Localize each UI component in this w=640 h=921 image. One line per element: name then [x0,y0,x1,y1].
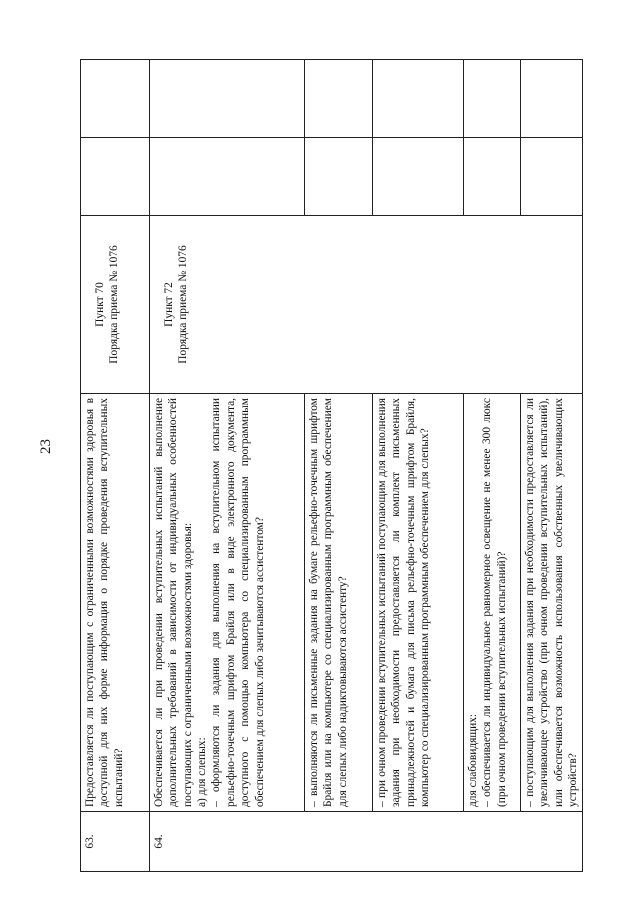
question-text: – выполняются ли письменные задания на бумаге рельефно-точечным шрифтом Брайля или на компьютере со специализированным программным обеспечением для слепых либо надиктовываются ассистенту? [308,398,349,807]
answer-no-cell [521,60,583,138]
answer-no-cell [150,60,305,138]
question-text: для слабовидящих: [467,713,479,807]
question-cell [150,394,305,812]
answer-no-cell [373,60,464,138]
question-text: а) для слепых: [196,737,209,807]
requirements-table [80,59,583,872]
table-row [305,60,373,872]
answer-yes-cell [521,138,583,216]
table-row [373,60,464,872]
answer-no-cell [81,60,150,138]
answer-yes-cell [305,138,373,216]
table-row [81,60,150,872]
answer-no-cell [464,60,521,138]
page-number: 23 [38,439,54,454]
reference-cell [81,216,150,394]
table-row [150,60,305,872]
question-text: Предоставляется ли поступающим с ограниченными возможностями здоровья в доступной для них форме информация о порядке проведения вступительных испытаний? [84,398,125,807]
reference-line: Пункт 72 [163,282,175,327]
reference-cell [150,216,583,394]
question-cell [305,394,373,812]
question-text: – при очном проведении вступительных испытаний поступающим для выполнения задания при необходимости предоставляется ли комплект письменных принадлежностей и бумага для письма рельефно-точечным шрифтом Брайля, компьютер со специализированным программным обеспечением для слепых? [376,398,432,807]
question-text: Обеспечивается ли при проведении вступительных испытаний выполнение дополнительных требований в зависимости от индивидуальных особенностей поступающих с ограниченными возможностями здоровья: [153,398,194,807]
question-text: – поступающим для выполнения задания при необходимости предоставляется ли увеличивающее устройство (при очном проведении вступительных испытаний), или обеспечивается возможность использования собственных увеличивающих устройств? [524,398,580,807]
answer-yes-cell [81,138,150,216]
question-cell [373,394,464,812]
reference-line: Порядка приема № 1076 [108,245,121,364]
answer-yes-cell [150,138,305,216]
question-cell [81,394,150,812]
answer-yes-cell [464,138,521,216]
question-cell [521,394,583,812]
reference-line: Пункт 70 [94,282,106,327]
row-number: 63. [81,812,150,872]
question-text: – обеспечивается ли индивидуальное равномерное освещение не менее 300 люкс (при очном проведении вступительных испытаний)? [481,398,508,807]
question-cell [464,394,521,812]
row-number: 64. [150,812,583,872]
reference-line: Порядка приема № 1076 [177,245,190,364]
answer-yes-cell [373,138,464,216]
answer-no-cell [305,60,373,138]
table-row [521,60,583,872]
rotated-table-wrapper [80,60,582,872]
table-row [464,60,521,872]
question-text: – оформляются ли задания для выполнения на вступительном испытании рельефно-точечным шрифтом Брайля или в виде электронного документа, доступного с помощью компьютера со специализированным программным обеспечением для слепых либо зачитываются ассистентом? [210,398,266,807]
